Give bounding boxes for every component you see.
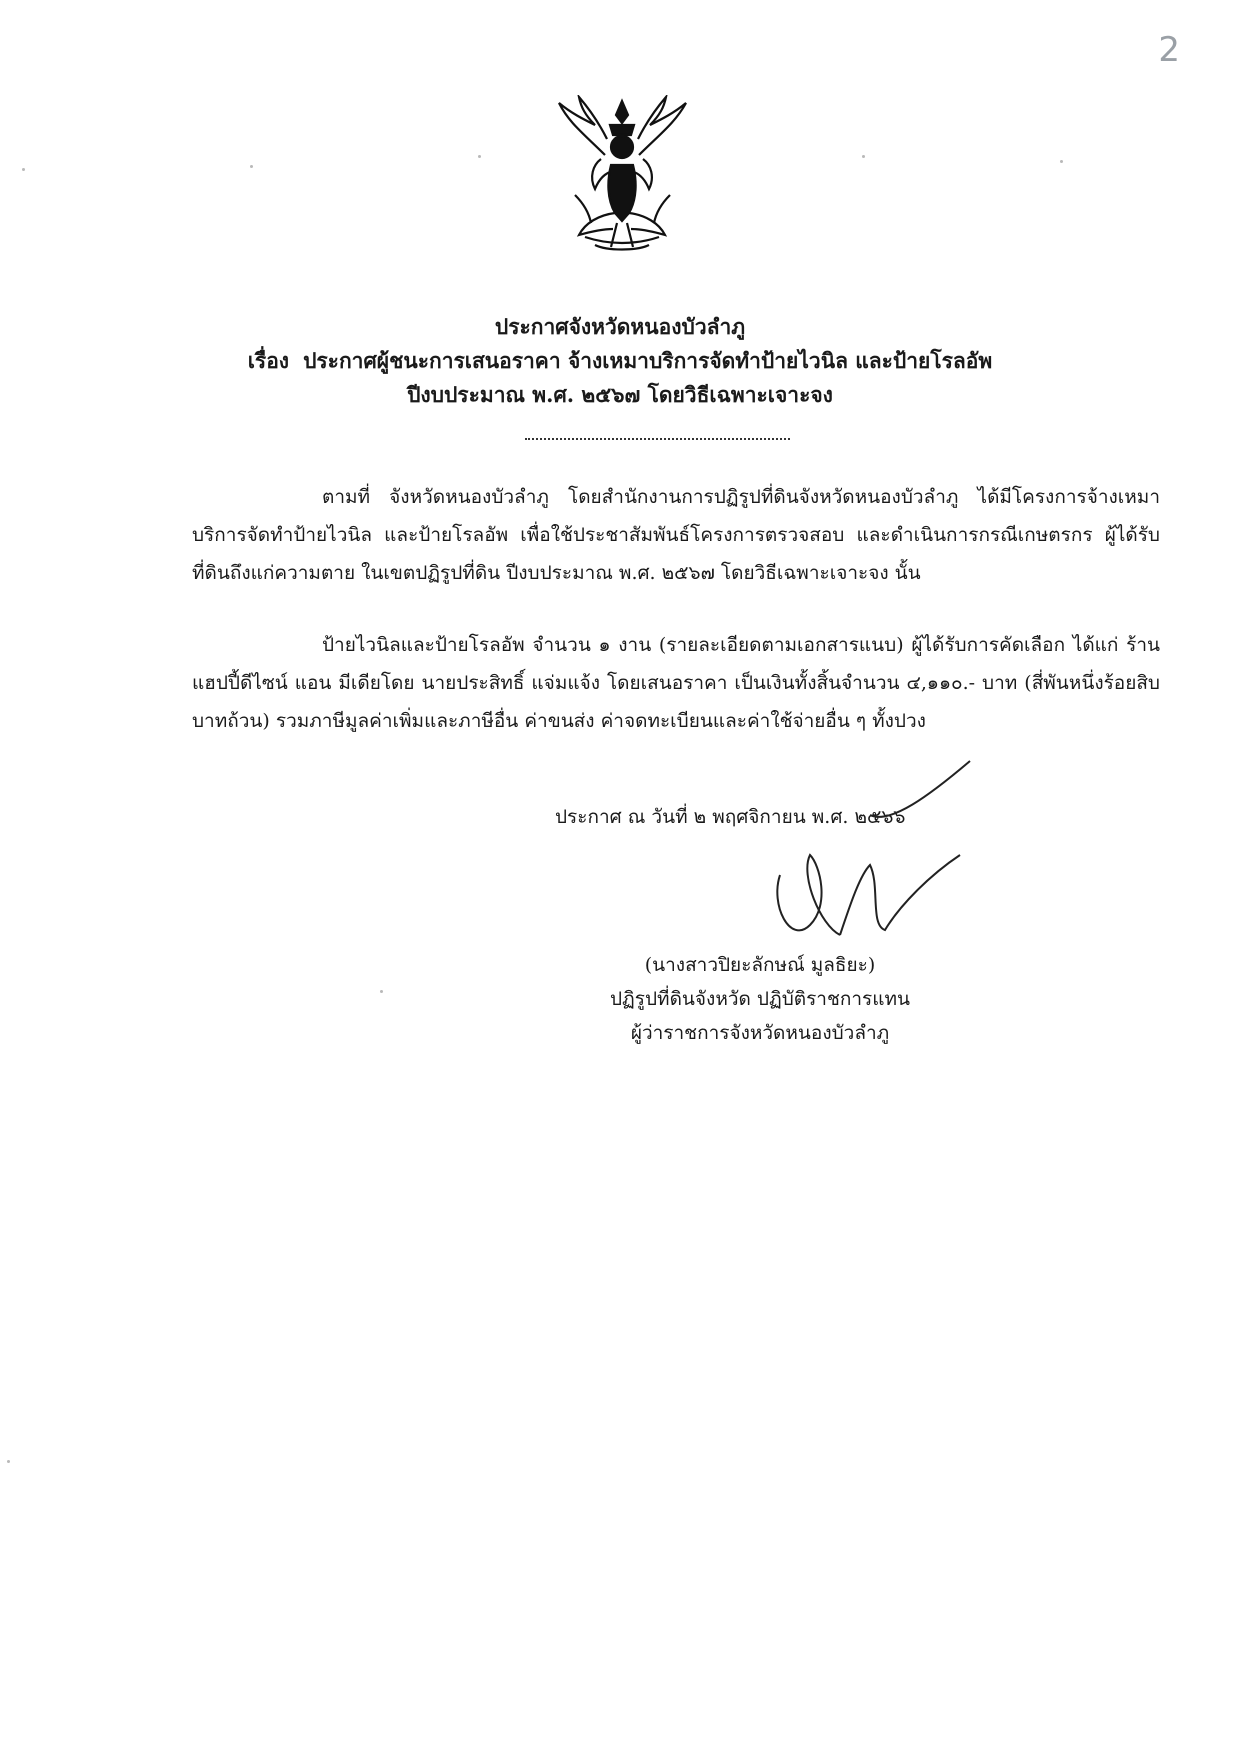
paragraph-2-text: ป้ายไวนิลและป้ายโรลอัพ จำนวน ๑ งาน (รายละเอียดตามเอกสารแนบ) ผู้ได้รับการคัดเลือก ได้แก่ ร้านแฮปปี้ดีไซน์ แอน มีเดียโดย นายประสิทธิ์ แจ่มแจ้ง โดยเสนอราคา เป็นเงินทั้งสิ้นจำนวน ๔,๑๑๐.- บาท (สี่พันหนึ่งร้อยสิบบาทถ้วน) รวมภาษีมูลค่าเพิ่มและภาษีอื่น ค่าขนส่ง ค่าจดทะเบียนและค่าใช้จ่ายอื่น ๆ ทั้งปวง xyxy=(192,634,1160,732)
announcement-date: ประกาศ ณ วันที่ ๒ พฤศจิกายน พ.ศ. ๒๕๖๖ xyxy=(555,806,906,828)
paragraph-award xyxy=(192,626,1160,740)
scan-speck xyxy=(380,990,383,993)
page-number: 2 xyxy=(1158,30,1180,70)
scan-speck xyxy=(862,155,865,158)
signer-on-behalf: ผู้ว่าราชการจังหวัดหนองบัวลำภู xyxy=(630,1022,890,1044)
fiscal-year-line: ปีงบประมาณ พ.ศ. ๒๕๖๗ โดยวิธีเฉพาะเจาะจง xyxy=(407,382,833,407)
garuda-emblem-icon xyxy=(555,95,690,260)
signer-block xyxy=(540,948,980,1050)
scan-speck xyxy=(478,155,481,158)
issuer-title: ประกาศจังหวัดหนองบัวลำภู xyxy=(494,314,746,339)
scan-speck xyxy=(250,165,253,168)
subject-label: เรื่อง xyxy=(247,348,290,373)
scan-speck xyxy=(22,168,25,171)
signer-name: (นางสาวปิยะลักษณ์ มูลธิยะ) xyxy=(644,954,876,976)
paragraph-background xyxy=(192,478,1160,592)
dotted-divider xyxy=(525,438,790,440)
handwritten-signature-icon xyxy=(720,755,990,965)
subject-text: ประกาศผู้ชนะการเสนอราคา จ้างเหมาบริการจัดทำป้ายไวนิล และป้ายโรลอัพ xyxy=(303,348,993,373)
subject-line xyxy=(0,344,1240,378)
document-header xyxy=(0,310,1240,412)
scan-speck xyxy=(7,1460,10,1463)
scan-speck xyxy=(1060,160,1063,163)
signer-position: ปฏิรูปที่ดินจังหวัด ปฏิบัติราชการแทน xyxy=(609,988,911,1010)
paragraph-1-text: ตามที่ จังหวัดหนองบัวลำภู โดยสำนักงานการปฏิรูปที่ดินจังหวัดหนองบัวลำภู ได้มีโครงการจ้างเหมาบริการจัดทำป้ายไวนิล และป้ายโรลอัพ เพื่อใช้ประชาสัมพันธ์โครงการตรวจสอบ และดำเนินการกรณีเกษตรกร ผู้ได้รับที่ดินถึงแก่ความตาย ในเขตปฏิรูปที่ดิน ปีงบประมาณ พ.ศ. ๒๕๖๗ โดยวิธีเฉพาะเจาะจง นั้น xyxy=(192,486,1160,584)
